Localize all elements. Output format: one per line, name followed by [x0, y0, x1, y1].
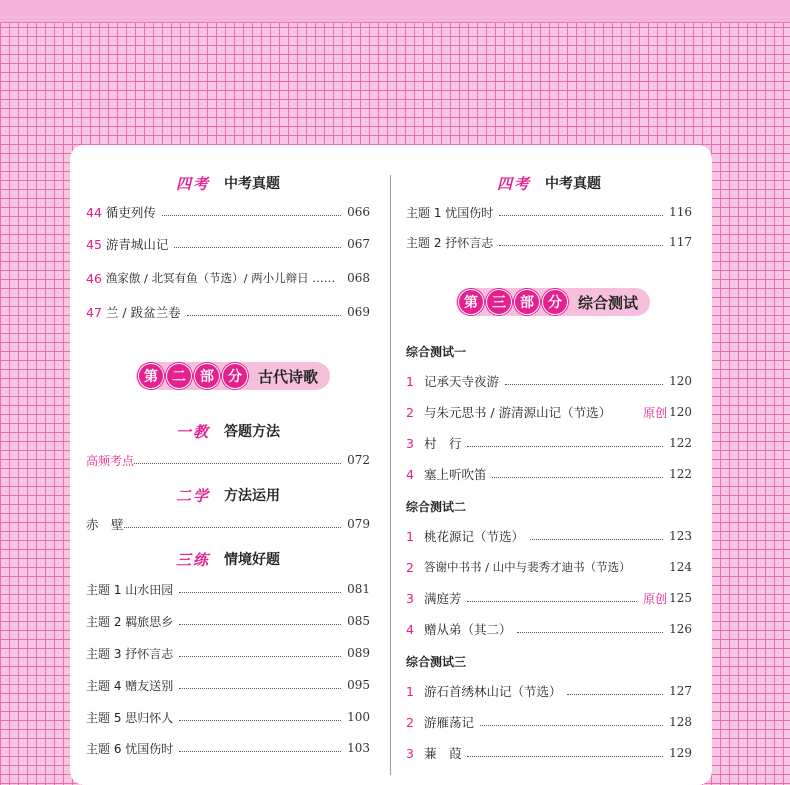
- entry-page: 081: [347, 582, 370, 596]
- part-title: 古代诗歌: [258, 367, 319, 386]
- test-group-label: 综合测试三: [406, 655, 467, 669]
- entry-number: 2: [406, 714, 414, 730]
- leader-dots: [467, 601, 637, 602]
- top-strip: [0, 0, 790, 23]
- entry-title: 高频考点: [86, 453, 135, 468]
- leader-dots: [467, 446, 663, 447]
- part-char: 分: [222, 363, 248, 389]
- entry-title: 主题 4 赠友送别: [86, 678, 174, 693]
- toc-entry[interactable]: [86, 707, 370, 727]
- part-char: 部: [514, 289, 540, 315]
- entry-title: 主题 2 羁旅思乡: [86, 614, 174, 629]
- entry-title: 游石首绣林山记（节选）: [423, 684, 562, 699]
- section-label: 一教: [175, 422, 210, 441]
- toc-entry[interactable]: [406, 433, 692, 453]
- section-label: 二学: [175, 486, 210, 505]
- entry-title: 赤 壁: [86, 517, 124, 532]
- entry-title: 蒹 葭: [423, 746, 462, 761]
- entry-number: 44: [86, 204, 102, 220]
- entry-title: 循吏列传: [105, 205, 156, 220]
- entry-number: 2: [406, 404, 414, 420]
- entry-title: 村 行: [423, 436, 462, 451]
- entry-title: 主题 2 抒怀言志: [406, 235, 494, 250]
- entry-page: 116: [669, 205, 692, 219]
- entry-page: 122: [669, 436, 692, 450]
- entry-title: 渔家傲 / 北冥有鱼（节选）/ 两小儿辩日 ……: [105, 271, 336, 285]
- section-title: 情境好题: [224, 552, 280, 568]
- toc-entry[interactable]: [86, 234, 370, 254]
- entry-number: 3: [406, 435, 414, 451]
- entry-number: 3: [406, 590, 414, 606]
- leader-dots: [134, 463, 341, 464]
- entry-page: 089: [347, 646, 370, 660]
- toc-entry[interactable]: [406, 619, 692, 639]
- entry-page: 120: [669, 374, 692, 388]
- part-two-banner: [136, 362, 330, 390]
- toc-entry[interactable]: [406, 712, 692, 732]
- entry-page: 126: [669, 622, 692, 636]
- section-two-learn: [86, 483, 370, 507]
- leader-dots: [480, 725, 663, 726]
- entry-title: 游青城山记: [105, 237, 169, 252]
- entry-title: 兰 / 跋盆兰卷: [105, 305, 181, 320]
- entry-page: 072: [347, 453, 370, 467]
- leader-dots: [162, 215, 341, 216]
- toc-entry[interactable]: [406, 202, 692, 222]
- leader-dots: [179, 592, 341, 593]
- part-char: 分: [542, 289, 568, 315]
- entry-title: 塞上听吹笛: [423, 467, 487, 482]
- toc-entry[interactable]: [86, 514, 370, 534]
- entry-number: 1: [406, 683, 414, 699]
- leader-dots: [499, 245, 663, 246]
- toc-entry[interactable]: [86, 738, 370, 758]
- leader-dots: [492, 477, 663, 478]
- leader-dots: [499, 215, 663, 216]
- toc-entry[interactable]: [406, 526, 692, 546]
- part-char: 部: [194, 363, 220, 389]
- entry-page: 127: [669, 684, 692, 698]
- toc-entry[interactable]: [86, 675, 370, 695]
- entry-page: 095: [347, 678, 370, 692]
- leader-dots: [179, 656, 341, 657]
- test-group-label: 综合测试一: [406, 345, 467, 359]
- entry-number: 1: [406, 528, 414, 544]
- section-title: 方法运用: [224, 488, 280, 504]
- entry-number: 45: [86, 236, 102, 252]
- leader-dots: [567, 694, 663, 695]
- entry-page: 085: [347, 614, 370, 628]
- toc-entry[interactable]: [406, 232, 692, 252]
- entry-page: 069: [347, 305, 370, 319]
- entry-page: 103: [347, 741, 370, 755]
- entry-page: 066: [347, 205, 370, 219]
- toc-entry[interactable]: [406, 371, 692, 391]
- toc-entry[interactable]: [406, 743, 692, 763]
- toc-entry[interactable]: [406, 588, 692, 608]
- toc-entry[interactable]: [86, 611, 370, 631]
- toc-entry[interactable]: [86, 643, 370, 663]
- part-char: 三: [486, 289, 512, 315]
- section-one-teach: [86, 419, 370, 443]
- entry-title: 主题 3 抒怀言志: [86, 646, 174, 661]
- toc-entry[interactable]: [86, 579, 370, 599]
- toc-entry[interactable]: [86, 202, 370, 222]
- section-label: 四考: [496, 174, 531, 193]
- leader-dots: [505, 384, 663, 385]
- section-label: 三练: [175, 550, 210, 569]
- part-title: 综合测试: [578, 293, 639, 312]
- entry-number: 1: [406, 373, 414, 389]
- toc-entry[interactable]: [406, 557, 692, 577]
- entry-page: 123: [669, 529, 692, 543]
- part-char: 第: [138, 363, 164, 389]
- entry-title: 游雁荡记: [423, 715, 474, 730]
- entry-title: 主题 5 思归怀人: [86, 710, 174, 725]
- toc-page: [70, 145, 712, 785]
- leader-dots: [179, 751, 341, 752]
- entry-number: 47: [86, 304, 102, 320]
- entry-page: 128: [669, 715, 692, 729]
- entry-page: 122: [669, 467, 692, 481]
- part-char: 第: [458, 289, 484, 315]
- entry-number: 4: [406, 621, 414, 637]
- entry-title: 满庭芳: [423, 591, 462, 606]
- leader-dots: [187, 315, 342, 316]
- section-title: 中考真题: [224, 176, 280, 192]
- leader-dots: [179, 624, 341, 625]
- toc-entry[interactable]: [86, 302, 370, 322]
- section-label: 四考: [175, 174, 210, 193]
- entry-number: 4: [406, 466, 414, 482]
- leader-dots: [530, 539, 663, 540]
- toc-entry[interactable]: [86, 268, 370, 288]
- toc-entry[interactable]: [406, 681, 692, 701]
- leader-dots: [179, 688, 341, 689]
- entry-title: 主题 1 山水田园: [86, 582, 174, 597]
- leader-dots: [174, 247, 341, 248]
- section-four-exam: [406, 171, 692, 195]
- entry-title: 赠从弟（其二）: [423, 622, 512, 637]
- entry-title: 记承天寺夜游: [423, 374, 499, 389]
- toc-entry[interactable]: [406, 402, 692, 422]
- entry-page: 125: [669, 591, 692, 605]
- entry-title: 与朱元思书 / 游清源山记（节选）: [423, 405, 612, 420]
- original-tag: 原创: [643, 405, 668, 420]
- entry-title: 主题 1 忧国伤时: [406, 205, 494, 220]
- toc-entry[interactable]: [406, 464, 692, 484]
- part-char: 二: [166, 363, 192, 389]
- entry-title: 答谢中书书 / 山中与裴秀才迪书（节选）: [423, 560, 631, 574]
- entry-number: 46: [86, 270, 102, 286]
- entry-title: 主题 6 忧国伤时: [86, 741, 174, 756]
- leader-dots: [179, 720, 341, 721]
- entry-page: 129: [669, 746, 692, 760]
- leader-dots: [124, 527, 342, 528]
- entry-page: 100: [347, 710, 370, 724]
- section-title: 中考真题: [545, 176, 601, 192]
- entry-page: 068: [347, 271, 370, 285]
- column-divider: [390, 175, 391, 775]
- entry-title: 桃花源记（节选）: [423, 529, 524, 544]
- entry-page: 067: [347, 237, 370, 251]
- entry-page: 117: [669, 235, 692, 249]
- entry-page: 120: [669, 405, 692, 419]
- original-tag: 原创: [643, 591, 668, 606]
- test-group-label: 综合测试二: [406, 500, 467, 514]
- entry-page: 124: [669, 560, 692, 574]
- entry-page: 079: [347, 517, 370, 531]
- section-three-practice: [86, 547, 370, 571]
- entry-number: 2: [406, 559, 414, 575]
- toc-entry[interactable]: [86, 450, 370, 470]
- leader-dots: [517, 632, 663, 633]
- section-four-exam: [86, 171, 370, 195]
- section-title: 答题方法: [224, 424, 280, 440]
- part-three-banner: [456, 288, 650, 316]
- entry-number: 3: [406, 745, 414, 761]
